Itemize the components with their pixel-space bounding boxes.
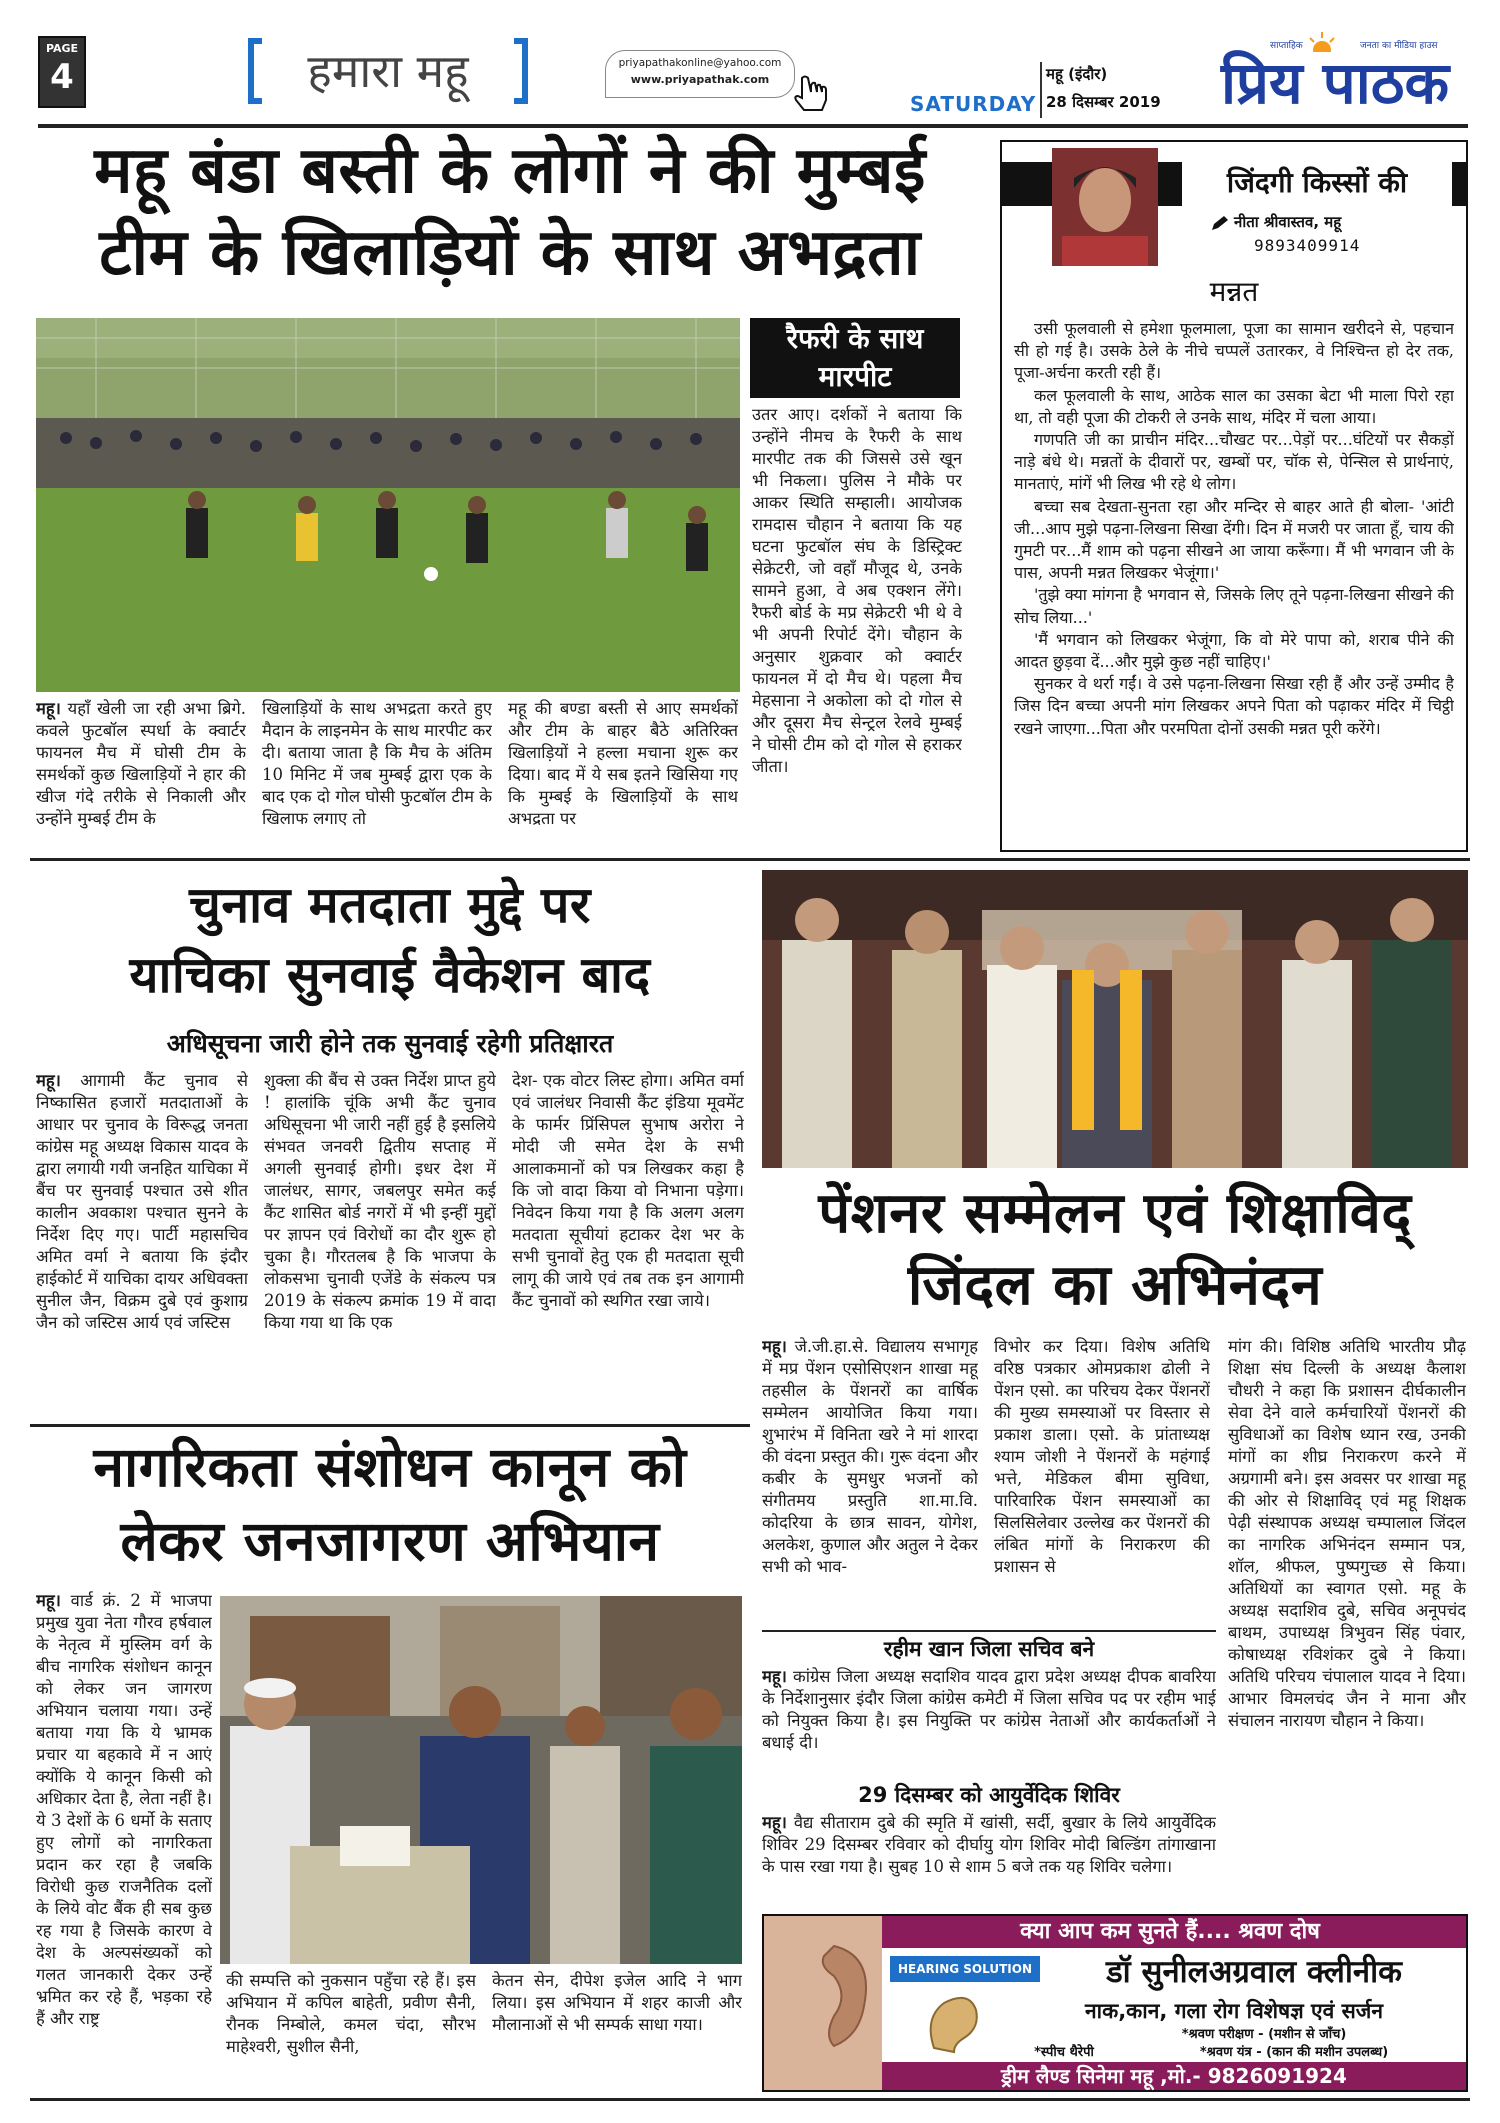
author-photo xyxy=(1052,148,1158,266)
service-hearing-aid: *श्रवण यंत्र - (कान की मशीन उपलब्ध) xyxy=(1199,2045,1389,2060)
column-title: जिंदगी किस्सों की xyxy=(1182,160,1452,206)
pensioner-felicitation-photo xyxy=(762,870,1468,1168)
column-story-title: मन्नत xyxy=(1209,275,1259,308)
story4-headline: नागरिकता संशोधन कानून को लेकर जनजागरण अभियान xyxy=(93,1435,687,1573)
story2-col3: देश- एक वोटर लिस्ट होगा। अमित वर्मा एवं जालंधर निवासी कैंट इंडिया मूवमेंट के फार्मर प्रिंसिपल सुभाष अरोरा ने मोदी जी समेत देश के सभी आलाकमानों को पत्र लिखकर कहा है कि जो वादा किया वो निभाना पड़ेगा। निवेदन किया गया है कि अलग अलग मतदाता सूचीयां हटाकर देश भर के सभी चुनावों हेतु एक ही मतदाता सूची लागू की जाये एवं तब तक इन आगामी कैंट चुनावों को स्थगित रखा जाये। xyxy=(512,1071,744,1310)
brief1-text: महू। कांग्रेस जिला अध्यक्ष सदाशिव यादव द्वारा प्रदेश अध्यक्ष दीपक बावरिया के निर्देशानुसार इंदौर जिला कांग्रेस कमेटी में जिला सचिव पद पर रहीम भाई को नियुक्त किया है। इस नियुक्ति पर कांग्रेस नेताओं और कार्यकर्ताओं ने बधाई दी। xyxy=(762,1667,1216,1752)
story4-col1: महू। वार्ड क्रं. 2 में भाजपा प्रमुख युवा नेता गौरव हर्षवाल के नेतृत्व में मुस्लिम वर्ग के बीच नागरिक संशोधन कानून को लेकर जन जागरण अभियान चलाया गया। उन्हें बताया गया कि ये भ्रामक प्रचार या बहकावे में न आएं क्योंकि ये कानून किसी को अधिकार देता है, लेता नहीं है। ये 3 देशों के 6 धर्मो के सताए हुए लोगों को नागरिकता प्रदान कर रहा है जबकि विरोधी कुछ राजनैतिक दलों के लिये वोट बैंक ही सब कुछ रह गया है जिसके कारण वे देश के अल्पसंख्यकों को गलत जानकारी देकर उन्हें भ्रमित कर रहे हैं, भड़का रहे हैं और राष्ट्र xyxy=(36,1591,212,2028)
story2-col2: शुक्ला की बैंच से उक्त निर्देश प्राप्त हुये ! हालांकि चूंकि अभी कैंट चुनाव अधिसूचना भी जारी नहीं हुई है इसलिये संभवत जनवरी द्वितीय सप्ताह में अगली सुनवाई होगी। इधर देश में जालंधर, सागर, जबलपुर समेत कई कैंट शासित बोर्ड नगरों में भी इन्हीं मुद्दों पर ज्ञापन एवं विरोधों का दौर शुरू हो चुका है। गौरतलब है कि भाजपा के लोकसभा चुनावी एजेंडे के संकल्प पत्र 2019 के संकल्प क्रमांक 19 में वादा किया गया था कि एक xyxy=(264,1071,496,1332)
paper-small-left: साप्ताहिक xyxy=(1270,41,1303,51)
bracket-right xyxy=(514,38,528,104)
contact-box xyxy=(605,50,795,98)
date-label: 28 दिसम्बर 2019 xyxy=(1046,93,1161,111)
service-speech-therapy: *स्पीच थैरेपी xyxy=(1034,2045,1094,2060)
column-story-body: उसी फूलवाली से हमेशा फूलमाला, पूजा का सामान खरीदने से, पहचान सी हो गई है। उसके ठेले के नीचे चप्पलें उतारकर, वे निश्चिन्त हो देर तक, पूजा-अर्चना करती रही हैं। कल फूलवाली के साथ, आठेक साल का उसका बेटा भी माला पिरो रहा था, तो वही पूजा की टोकरी ले उनके साथ, मंदिर में चला आया। गणपति जी का प्राचीन मंदिर...चौखट पर...पेड़ों पर...घंटियों पर सैकड़ों नाड़े बंधे थे। मन्नतों के दीवारों पर, खम्बों पर, चॉक से, पेन्सिल से प्रार्थनाएं, मानताएं, मांगें भी लिख भी रहे थे लोग। बच्चा सब देखता-सुनता रहा और मन्दिर से बाहर आते ही बोला- 'आंटी जी...आप मुझे पढ़ना-लिखना सिखा देंगी। दिन में मजरी पर जाता हूँ, चाय की गुमटी पर...मैं शाम को पढ़ना सीखने आ जाया करूँगा। मैं भी भगवान जी के पास, अपनी मन्नत लिखकर भेजूंगा।' 'तुझे क्या मांगना है भगवान से, जिसके लिए तूने पढ़ना-लिखना सीखने की सोच लिया...' 'मैं भगवान को लिखकर भेजूंगा, कि वो मेरे पापा को, शराब पीने की आदत छुड़वा दें...और मुझे कुछ नहीं चाहिए।' सुनकर वे थर्रा गईं। वे उसे पढ़ना-लिखना सिखा रही हैं और उन्हें उम्मीद है जिस दिन बच्चा अपनी मांग लिखकर अपने पिता को पढ़ाकर मंदिर में चिट्ठी रखने जाएगा...पिता और परमपिता दोनों उसकी मन्नत पूरी करेंगे। xyxy=(1014,319,1454,738)
brief2-text: महू। वैद्य सीताराम दुबे की स्मृति में खांसी, सर्दी, बुखार के लिये आयुर्वेदिक शिविर 29 दिसम्बर रविवार को दीर्घायु योग शिविर मोदी बिल्डिंग तांगाखाना के पास रखा गया है। सुबह 10 से शाम 5 बजे तक यह शिविर चलेगा। xyxy=(762,1813,1216,1876)
footer-rule xyxy=(30,2098,1470,2101)
hearing-tag: HEARING SOLUTION xyxy=(890,1956,1040,1982)
row2-rule xyxy=(30,1424,750,1427)
clinic-name: डॉ सुनीलअग्रवाल क्लीनीक xyxy=(1106,1954,1402,1990)
brief2-headline: 29 दिसम्बर को आयुर्वेदिक शिविर xyxy=(858,1783,1120,1807)
story4-col3: केतन सेन, दीपेश इजेल आदि ने भाग लिया। इस अभियान में शहर काजी और मौलानाओं से भी सम्पर्क साधा गया। xyxy=(492,1971,742,2034)
story1-col4: उतर आए। दर्शकों ने बताया कि उन्होंने नीमच के रैफरी के साथ मारपीट तक की जिससे उसे खून भी निकला। पुलिस ने मौके पर आकर स्थिति सम्हाली। आयोजक रामदास चौहान ने बताया कि यह घटना फुटबॉल संघ के डिस्ट्रिक्ट सेक्रेटरी, जो वहाँ मौजूद थे, उनके सामने हुआ, वे अब एक्शन लेंगे। रैफरी बोर्ड के मप्र सेक्रेटरी भी थे वे भी अपनी रिपोर्ट देंगे। चौहान के अनुसार शुक्रवार को क्वार्टर फायनल में दो मैच थे। पहला मैच मेहसाना ने अकोला को दो गोल से और दूसरा मैच सेन्ट्रल रेलवे मुम्बई ने घोसी टीम को दो गोल से हराकर जीता। xyxy=(752,405,962,776)
column-phone: 9893409914 xyxy=(1254,236,1361,255)
page-number-box xyxy=(38,36,86,108)
story2-subheadline: अधिसूचना जारी होने तक सुनवाई रहेगी प्रतिक्षारत xyxy=(166,1029,614,1058)
service-hearing-test: *श्रवण परीक्षण - (मशीन से जाँच) xyxy=(1181,2027,1347,2042)
awareness-campaign-photo xyxy=(220,1596,742,1964)
story3-col3: मांग की। विशिष्ठ अतिथि भारतीय प्रौढ़ शिक्षा संघ दिल्ली के अध्यक्ष कैलाश चौधरी ने कहा कि प्रशासन दीर्घकालीन सेवा देने वाले कर्मचारियों पेंशनरों की सुविधाओं का विशेष ध्यान रख, उनकी मांगों का शीघ्र निराकरण करने में अग्रगामी बने। इस अवसर पर शाखा महू की ओर से शिक्षाविद् एवं महू शिक्षक पेढ़ी संस्थापक अध्यक्ष चम्पालाल जिंदल का नागरिक अभिनंदन सम्मान पत्र, शॉल, श्रीफल, पुष्पगुच्छ से किया। अतिथियों का स्वागत एसो. महू के अध्यक्ष सदाशिव दुबे, सचिव अनूपचंद बाथम, उपाध्यक्ष त्रिभुवन सिंह पंवार, कोषाध्यक्ष रविशंकर दुबे ने किया। अतिथि परिचय चंपालाल यादव ने दिया। आभार विमलचंद जैन ने माना और संचालन नारायण चौहान ने किया। xyxy=(1228,1337,1466,1730)
story1-subheadline: रैफरी के साथ मारपीट xyxy=(750,318,960,398)
story1-col3: महू की बण्डा बस्ती से आए समर्थकों और टीम के बाहर बैठे अतिरिक्त खिलाड़ियों ने हल्ला मचाना शुरू कर दिया। बाद में ये सब इतने खिसिया गए कि मुम्बई के खिलाड़ियों के साथ अभद्रता पर xyxy=(508,699,738,828)
hand-pointer-icon xyxy=(790,72,834,116)
website-text: www.priyapathak.com xyxy=(630,73,770,86)
paper-small-right: जनता का मीडिया हाउस xyxy=(1360,41,1438,51)
clinic-specialty: नाक,कान, गला रोग विशेषज्ञ एवं सर्जन xyxy=(1084,1999,1384,2023)
paper-name: प्रिय पाठक xyxy=(1220,49,1450,117)
story3-col2: विभोर कर दिया। विशेष अतिथि वरिष्ठ पत्रकार ओमप्रकाश ढोली ने पेंशन एसो. का परिचय देकर पेंशनरों की मुख्य समस्याओं पर विस्तार से प्रकाश डाला। एसो. के प्रांताध्यक्ष श्याम जोशी ने पेंशनरों के महंगाई भत्ते, मेडिकल बीमा सुविधा, पारिवारिक पेंशन समस्याओं का सिलसिलेवार उल्लेख कर पेंशनरों की लंबित मांगों के निराकरण की प्रशासन से xyxy=(994,1337,1210,1576)
pen-icon xyxy=(1210,214,1230,232)
story3-headline: पेंशनर सम्मेलन एवं शिक्षाविद् जिंदल का अभिनंदन xyxy=(818,1181,1412,1318)
brief-top-rule xyxy=(762,1630,1216,1632)
story2-col1: महू। आगामी कैंट चुनाव से निष्कासित हजारों मतदाताओं के आधार पर चुनाव के विरूद्ध जनता कांग्रेस महू अध्यक्ष विकास यादव के द्वारा लगायी गयी जनहित याचिका में बैंच पर सुनवाई पश्चात उसे शीत कालीन अवकाश पश्चात सुनने के निर्देश दिए गए। पार्टी महासचिव अमित वर्मा ने बताया कि इंदौर हाईकोर्ट में याचिका दायर अधिवक्ता सुनील जैन, विक्रम दुबे एवं कुशाग्र जैन को जस्टिस आर्य एवं जस्टिस xyxy=(36,1071,248,1332)
story3-col1: महू। जे.जी.हा.से. विद्यालय सभागृह में मप्र पेंशन एसोसिएशन शाखा महू तहसील के पेंशनरों का वार्षिक सम्मेलन आयोजित किया गया। शुभारंभ में विनिता खरे ने मां शारदा की वंदना प्रस्तुत की। गुरू वंदना और कबीर के सुमधुर भजनों को संगीतमय प्रस्तुति शा.मा.वि. कोदरिया के छात्र सावन, योगेश, अलकेश, कुणाल और अतुल ने देकर सभी को भाव- xyxy=(762,1337,978,1576)
masthead-rule xyxy=(38,124,1468,128)
column-author: नीता श्रीवास्तव, महू xyxy=(1234,213,1342,231)
story2-headline: चुनाव मतदाता मुद्दे पर याचिका सुनवाई वैकेशन बाद xyxy=(129,876,651,1004)
place-label: महू (इंदौर) xyxy=(1046,65,1108,83)
hearing-aid-icon xyxy=(914,1988,994,2060)
story1-col1: महू। यहाँ खेली जा रही अभा ब्रिगे. कवले फुटबॉल स्पर्धा के क्वार्टर फायनल मैच में घोसी टीम के समर्थकों कुछ खिलाड़ियों ने हार की खीज गंदे तरीके से निकाली और उन्होंने मुम्बई टीम के xyxy=(36,699,246,828)
paper-name-box xyxy=(1200,30,1470,130)
date-divider xyxy=(1040,62,1042,118)
column-box xyxy=(1000,140,1468,852)
day-label: SATURDAY xyxy=(910,92,1037,116)
story1-col2: खिलाड़ियों के साथ अभद्रता करते हुए मैदान के लाइनमेन के साथ मारपीट कर दी। बताया जाता है कि मैच के अंतिम 10 मिनिट में जब मुम्बई द्वारा एक के बाद एक दो गोल घोसी फुटबॉल टीम के खिलाफ लगाए तो xyxy=(262,699,492,828)
story1-headline: महू बंडा बस्ती के लोगों ने की मुम्बई टीम के खिलाड़ियों के साथ अभद्रता xyxy=(94,134,926,290)
ear-photo xyxy=(764,1916,882,2090)
clinic-address: ड्रीम लैण्ड सिनेमा महू ,मो.- 9826091924 xyxy=(1001,2064,1347,2088)
section-title: हमारा महू xyxy=(307,44,469,98)
section-title-box xyxy=(248,34,528,108)
story4-col2: की सम्पत्ति को नुकसान पहुँचा रहे हैं। इस अभियान में कपिल बाहेती, प्रवीण सैनी, रौनक निम्बोले, कमल चंदा, सौरभ माहेश्वरी, सुशील सैनी, xyxy=(226,1971,476,2056)
page-number: 4 xyxy=(50,57,74,97)
bracket-left xyxy=(248,38,262,104)
ad-banner-text: क्या आप कम सुनते हैं.... श्रवण दोष xyxy=(1020,1919,1320,1944)
clinic-ad xyxy=(762,1914,1468,2092)
football-match-photo xyxy=(36,318,740,692)
brief1-headline: रहीम खान जिला सचिव बने xyxy=(883,1637,1095,1661)
page-label: PAGE xyxy=(45,42,79,55)
row1-rule xyxy=(30,858,1470,861)
email-text: priyapathakonline@yahoo.com xyxy=(618,57,782,69)
